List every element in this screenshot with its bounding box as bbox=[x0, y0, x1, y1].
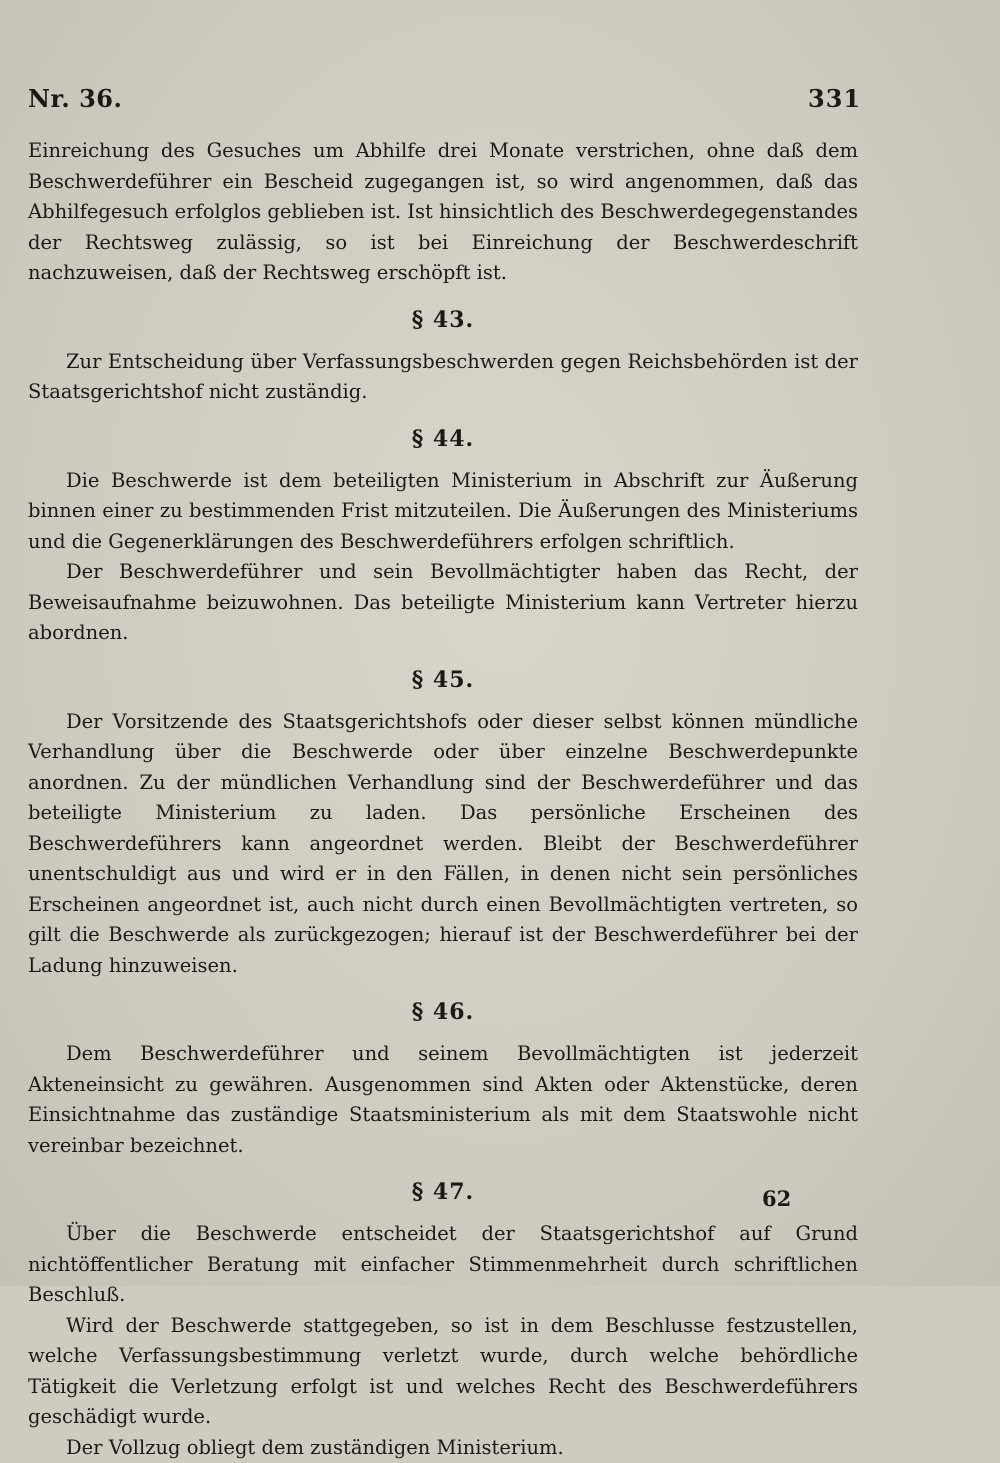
section-44-heading: § 44. bbox=[28, 426, 858, 452]
section-43-paragraph: Zur Entscheidung über Verfassungsbeschwerden gegen Reichsbehörden ist der Staatsgerichtshof nicht zuständig. bbox=[28, 347, 858, 408]
section-47-heading: § 47. bbox=[28, 1179, 858, 1205]
sheet-signature: 62 bbox=[762, 1186, 791, 1211]
page-number: 331 bbox=[808, 84, 861, 113]
intro-paragraph: Einreichung des Gesuches um Abhilfe drei Monate verstrichen, ohne daß dem Beschwerdeführer ein Bescheid zugegangen ist, so wird angenommen, daß das Abhilfegesuch erfolglos geblieben ist. Ist hinsichtlich des Beschwerdegegenstandes der Rechtsweg zulässig, so ist bei Einreichung der Beschwerdeschrift nachzuweisen, daß der Rechtsweg erschöpft ist. bbox=[28, 136, 858, 289]
section-43-heading: § 43. bbox=[28, 307, 858, 333]
section-45-heading: § 45. bbox=[28, 667, 858, 693]
section-47-paragraph-1: Über die Beschwerde entscheidet der Staatsgerichtshof auf Grund nichtöffentlicher Beratung mit einfacher Stimmenmehrheit durch schriftlichen Beschluß. bbox=[28, 1219, 858, 1311]
body-text bbox=[28, 136, 858, 1463]
section-47-paragraph-2: Wird der Beschwerde stattgegeben, so ist in dem Beschlusse festzustellen, welche Verfassungsbestimmung verletzt wurde, durch welche behördliche Tätigkeit die Verletzung erfolgt ist und welches Recht des Beschwerdeführers geschädigt wurde. bbox=[28, 1311, 858, 1433]
section-47-paragraph-3: Der Vollzug obliegt dem zuständigen Ministerium. bbox=[28, 1433, 858, 1463]
section-44-paragraph-1: Die Beschwerde ist dem beteiligten Ministerium in Abschrift zur Äußerung binnen einer zu bestimmenden Frist mitzuteilen. Die Äußerungen des Ministeriums und die Gegenerklärungen des Beschwerdeführers erfolgen schriftlich. bbox=[28, 466, 858, 558]
section-46-paragraph: Dem Beschwerdeführer und seinem Bevollmächtigten ist jederzeit Akteneinsicht zu gewähren. Ausgenommen sind Akten oder Aktenstücke, deren Einsichtnahme das zuständige Staatsministerium als mit dem Staatswohle nicht vereinbar bezeichnet. bbox=[28, 1039, 858, 1161]
issue-number: Nr. 36. bbox=[28, 84, 122, 113]
section-45-paragraph: Der Vorsitzende des Staatsgerichtshofs oder dieser selbst können mündliche Verhandlung über die Beschwerde oder über einzelne Beschwerdepunkte anordnen. Zu der mündlichen Verhandlung sind der Beschwerdeführer und das beteiligte Ministerium zu laden. Das persönliche Erscheinen des Beschwerdeführers kann angeordnet werden. Bleibt der Beschwerdeführer unentschuldigt aus und wird er in den Fällen, in denen nicht sein persönliches Erscheinen angeordnet ist, auch nicht durch einen Bevollmächtigten vertreten, so gilt die Beschwerde als zurückgezogen; hierauf ist der Beschwerdeführer bei der Ladung hinzuweisen. bbox=[28, 707, 858, 982]
section-44-paragraph-2: Der Beschwerdeführer und sein Bevollmächtigter haben das Recht, der Beweisaufnahme beizuwohnen. Das beteiligte Ministerium kann Vertreter hierzu abordnen. bbox=[28, 557, 858, 649]
section-46-heading: § 46. bbox=[28, 999, 858, 1025]
